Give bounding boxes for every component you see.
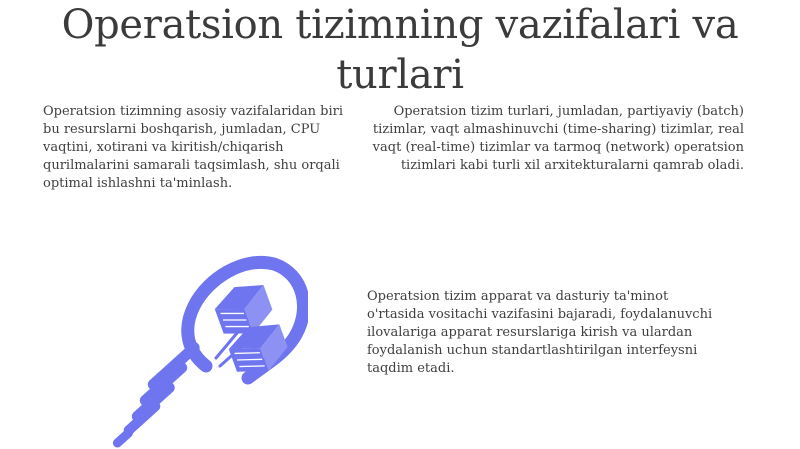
- paragraph-os-types: Operatsion tizim turlari, jumladan, partiyaviy (batch) tizimlar, vaqt almashinuvchi (time-sharing) tizimlar, real vaqt (real-time) tizimlar va tarmoq (network) operatsion tizimlari kabi turli xil arxitekturalarni qamrab oladi.: [372, 104, 744, 173]
- lightbulb-book-icon: [98, 248, 308, 448]
- page-title: Operatsion tizimning vazifalari va turlari: [61, 2, 739, 98]
- paragraph-os-intermediary: Operatsion tizim apparat va dasturiy ta'minot o'rtasida vositachi vazifasini bajaradi, foydalanuvchi ilovalariga apparat resurslariga kirish va ulardan foydalanish uchun standartlashtirilgan interfeysni taqdim etadi.: [367, 289, 713, 376]
- paragraph-resource-management: Operatsion tizimning asosiy vazifalaridan biri bu resurslarni boshqarish, jumladan, CPU vaqtini, xotirani va kiritish/chiqarish qurilmalarini samarali taqsimlash, shu orqali optimal ishlashni ta'minlash.: [43, 104, 344, 191]
